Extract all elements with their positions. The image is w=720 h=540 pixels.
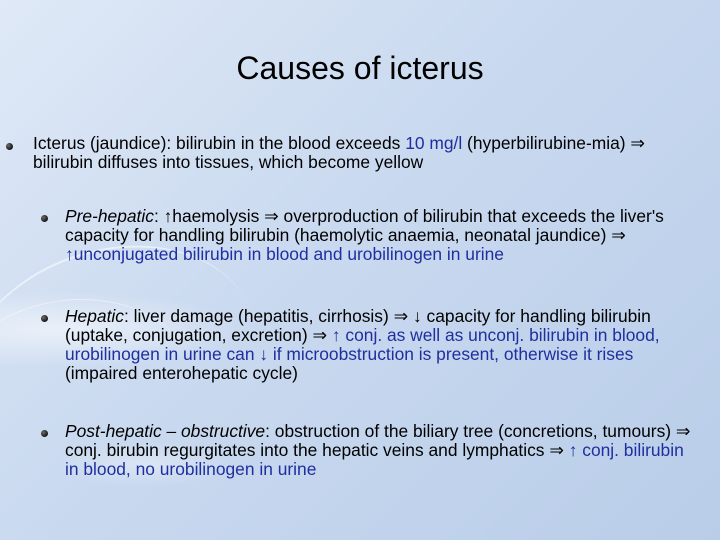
main-bullet-text-end: (hyperbilirubine-mia) ⇒ bilirubin diffuses into tissues, which become yellow xyxy=(33,133,645,172)
bullet-dot-icon xyxy=(41,315,48,322)
main-bullet-text: Icterus (jaundice): bilirubin in the blood exceeds xyxy=(33,133,406,153)
slide-title: Causes of icterus xyxy=(236,50,484,86)
bullet-dot-icon xyxy=(41,215,48,222)
posthepatic-text: : obstruction of the biliary tree (concretions, tumours) ⇒ conj. birubin regurgitates into the hepatic veins and lymphatics ⇒ xyxy=(65,421,691,460)
bullet-dot-icon xyxy=(41,430,48,437)
hepatic-result: ↑ conj. as well as unconj. bilirubin in blood, urobilinogen in urine can ↓ if microobstruction is present, otherwise it rises xyxy=(65,325,660,364)
prehepatic-result: ↑unconjugated bilirubin in blood and urobilinogen in urine xyxy=(65,244,504,264)
hepatic-term: Hepatic xyxy=(65,306,124,326)
posthepatic-result: ↑ conj. bilirubin in blood, no urobilinogen in urine xyxy=(65,440,684,479)
hepatic-text-end: (impaired enterohepatic cycle) xyxy=(65,363,298,383)
main-bullet-threshold: 10 mg/l xyxy=(405,133,463,153)
prehepatic-bullet xyxy=(65,207,695,264)
posthepatic-term: Post-hepatic – obstructive xyxy=(65,421,266,441)
prehepatic-term: Pre-hepatic xyxy=(65,206,154,226)
hepatic-text: : liver damage (hepatitis, cirrhosis) ⇒ ↓ capacity for handling bilirubin (uptake, conjugation, excretion) ⇒ xyxy=(65,306,651,345)
hepatic-bullet xyxy=(65,307,695,383)
posthepatic-bullet xyxy=(65,422,695,479)
bullet-dot-icon xyxy=(6,143,13,150)
main-bullet xyxy=(33,134,693,172)
prehepatic-text: : ↑haemolysis ⇒ overproduction of bilirubin that exceeds the liver's capacity for handling bilirubin (haemolytic anaemia, neonatal jaundice) ⇒ xyxy=(65,206,664,245)
